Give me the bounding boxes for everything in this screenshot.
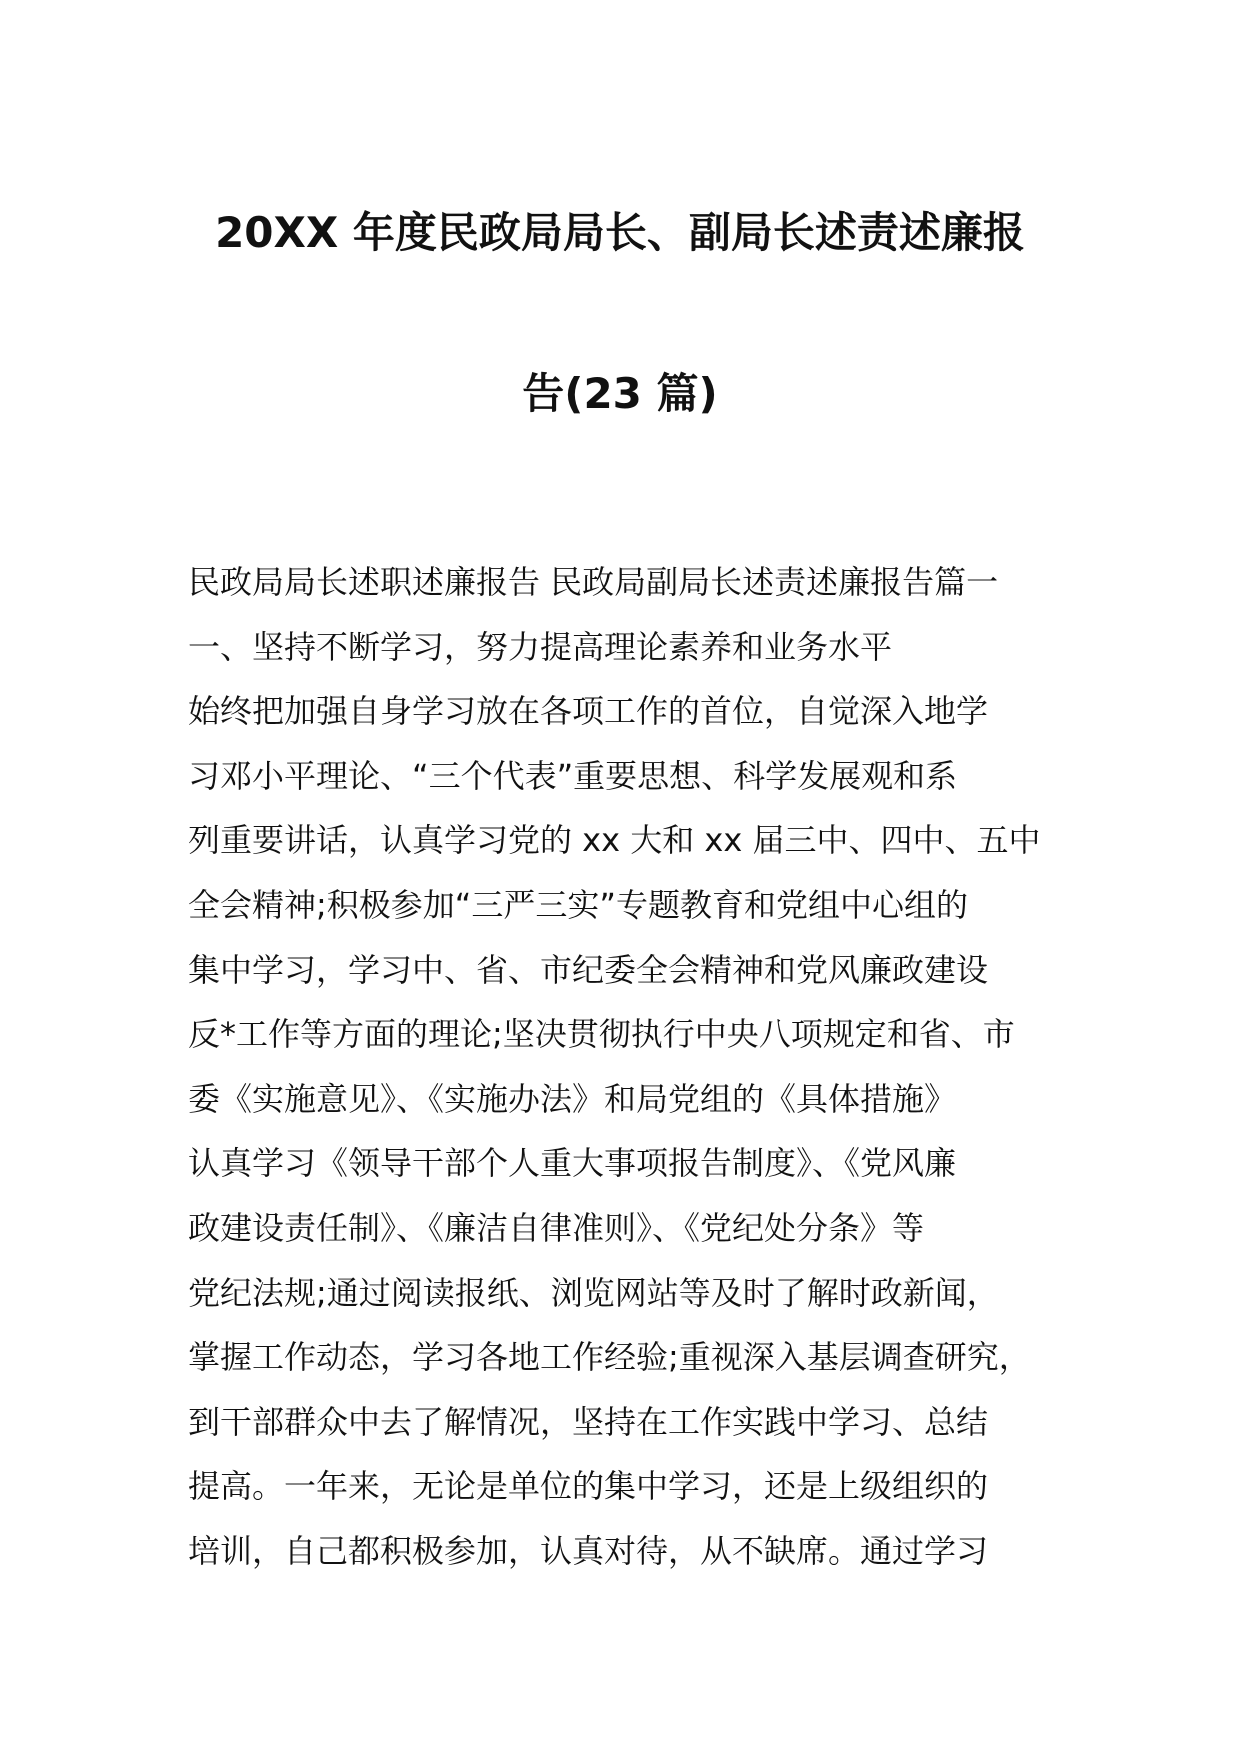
body-line: 提高。一年来，无论是单位的集中学习，还是上级组织的 <box>188 1467 989 1506</box>
body-line: 培训，自己都积极参加，认真对待，从不缺席。通过学习 <box>188 1531 989 1570</box>
document-body <box>188 550 1088 1584</box>
body-line: 全会精神;积极参加“三严三实”专题教育和党组中心组的 <box>188 885 968 924</box>
body-line: 一、坚持不断学习，努力提高理论素养和业务水平 <box>188 627 893 666</box>
body-line: 始终把加强自身学习放在各项工作的首位，自觉深入地学 <box>188 692 989 731</box>
body-line: 列重要讲话，认真学习党的 xx 大和 xx 届三中、四中、五中 <box>188 821 1041 860</box>
body-line: 反*工作等方面的理论;坚决贯彻执行中央八项规定和省、市 <box>188 1015 1015 1054</box>
document-title-line-1: 20XX 年度民政局局长、副局长述责述廉报 <box>215 208 1025 257</box>
body-line: 掌握工作动态，学习各地工作经验;重视深入基层调查研究， <box>188 1338 1031 1377</box>
body-line: 到干部群众中去了解情况，坚持在工作实践中学习、总结 <box>188 1402 989 1441</box>
body-line: 委《实施意见》、《实施办法》和局党组的《具体措施》 <box>188 1079 957 1118</box>
body-line: 认真学习《领导干部个人重大事项报告制度》、《党风廉 <box>188 1144 957 1183</box>
body-line: 党纪法规;通过阅读报纸、浏览网站等及时了解时政新闻， <box>188 1273 999 1312</box>
body-line: 民政局局长述职述廉报告 民政局副局长述责述廉报告篇一 <box>188 563 999 601</box>
body-line: 习邓小平理论、“三个代表”重要思想、科学发展观和系 <box>188 756 958 795</box>
body-line: 政建设责任制》、《廉洁自律准则》、《党纪处分条》等 <box>188 1208 925 1247</box>
body-line: 集中学习，学习中、省、市纪委全会精神和党风廉政建设 <box>188 950 989 989</box>
document-title-line-2: 告(23 篇) <box>522 369 718 418</box>
